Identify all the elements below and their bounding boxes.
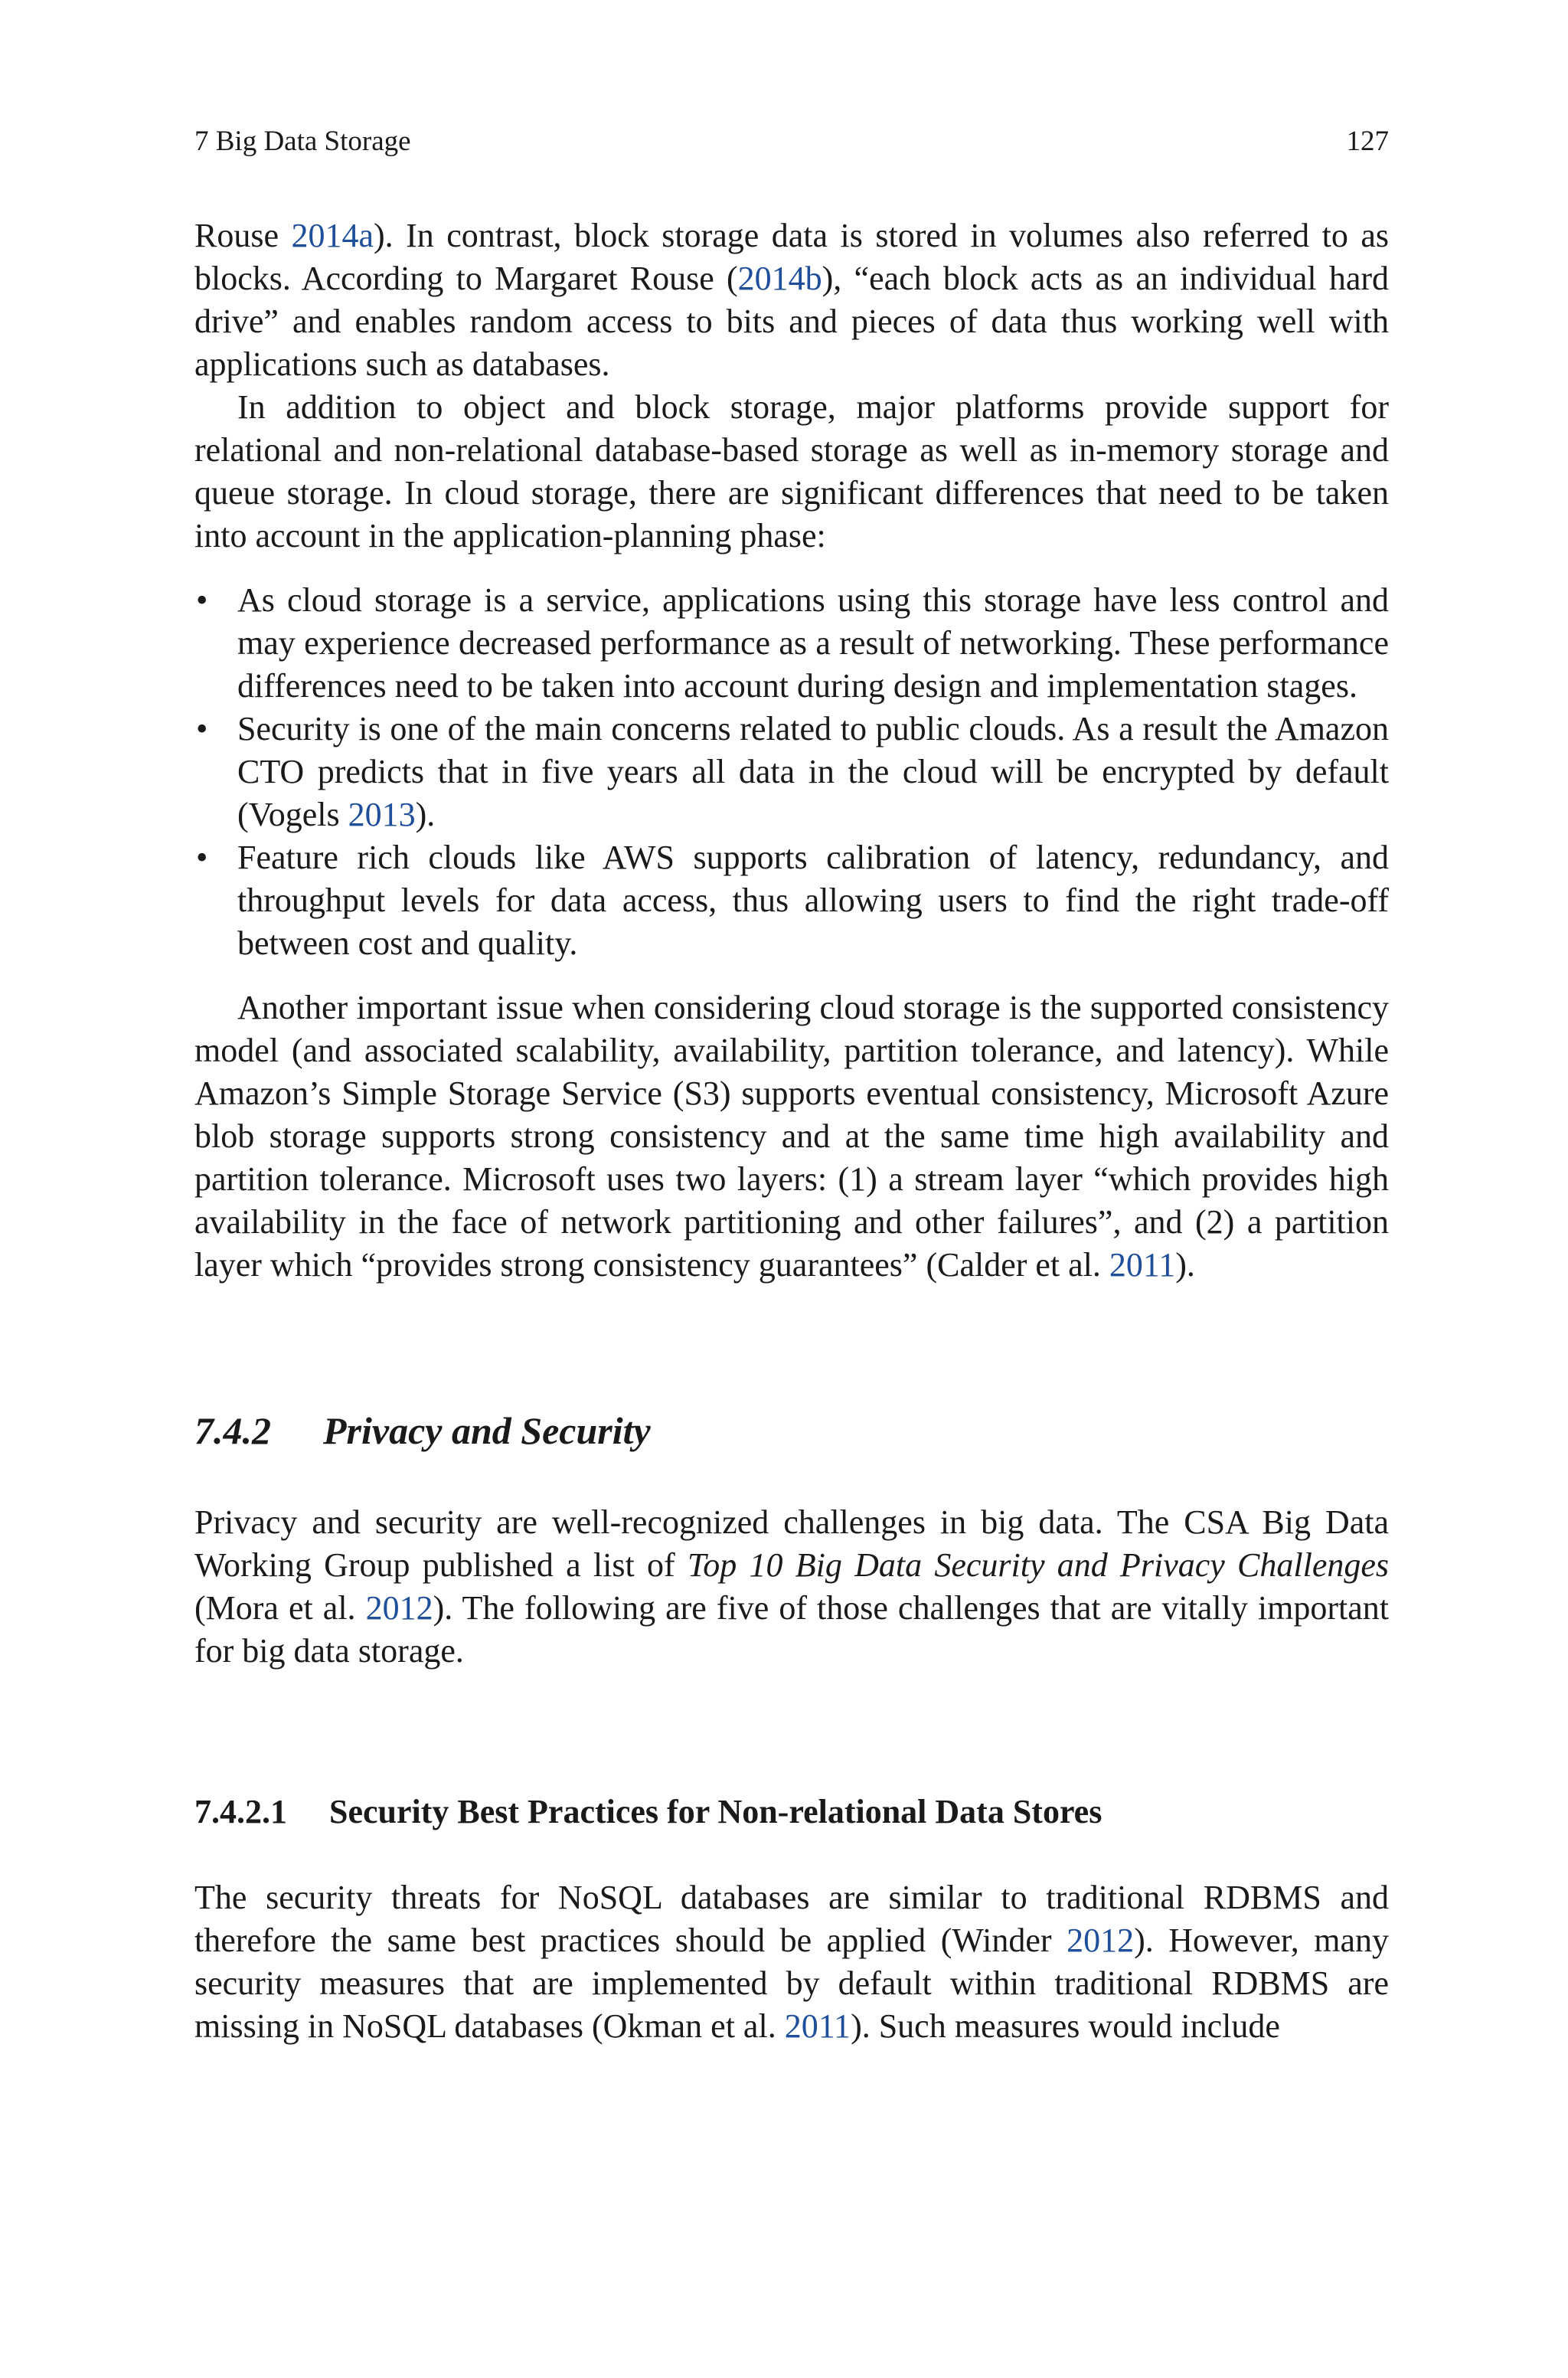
text-run: ). (415, 796, 436, 833)
text-run: Rouse (194, 217, 292, 254)
paragraph-5 (194, 1876, 1389, 2048)
section-heading (194, 1406, 1389, 1455)
text-run: Another important issue when considering cloud storage is the supported consistency model (and associated scalability, availability, partition tolerance, and latency). While Amazon’s Simple Storage Service (S3) supports eventual consistency, Microsoft Azure blob storage supports strong consistency and at the same time high availability and partition tolerance. Microsoft uses two layers: (1) a stream layer “which provides high availability in the face of network partitioning and other failures”, and (2) a partition layer which “provides strong consistency guarantees” (Calder et al. (194, 989, 1389, 1284)
text-run: Privacy and security are well-recognized challenges in big data. The CSA Big Data Working Group published a list of (194, 1503, 1389, 1584)
text-run: The security threats for NoSQL databases are similar to traditional RDBMS and therefore the same best practices should be applied (Winder (194, 1879, 1389, 1959)
italic-title: Top 10 Big Data Security and Privacy Challenges (687, 1546, 1390, 1584)
citation-link[interactable]: 2012 (1067, 1922, 1135, 1959)
citation-link[interactable]: 2013 (348, 796, 416, 833)
text-run: ). The following are five of those challenges that are vitally important for big data storage. (194, 1589, 1389, 1670)
citation-link[interactable]: 2014a (291, 217, 374, 254)
text-run: ). However, many security measures that are implemented by default within traditional RDBMS are missing in NoSQL databases (Okman et al. (194, 1922, 1390, 2045)
bullet-item: • Feature rich clouds like AWS supports calibration of latency, redundancy, and throughput levels for data access, thus allowing users to find the right trade-off between cost and quality. (194, 836, 1389, 965)
subsection-title: Security Best Practices for Non-relational Data Stores (329, 1793, 1102, 1830)
running-head (194, 123, 1389, 161)
citation-link[interactable]: 2014b (737, 260, 822, 297)
text-run: (Mora et al. (194, 1589, 366, 1627)
paragraph-4 (194, 1501, 1389, 1673)
text-run: Security is one of the main concerns related to public clouds. As a result the Amazon CTO predicts that in five years all data in the cloud will be encrypted by default (Vogels (237, 710, 1389, 833)
text-run: ). Such measures would include (851, 2007, 1280, 2045)
paragraph-1 (194, 214, 1389, 386)
paragraph-3 (194, 986, 1389, 1287)
bullet-item (194, 708, 1389, 836)
section-title: Privacy and Security (323, 1409, 651, 1452)
citation-link[interactable]: 2011 (784, 2007, 851, 2045)
bullet-item: • As cloud storage is a service, applications using this storage have less control and may experience decreased performance as a result of networking. These performance differences need to be taken into account during design and implementation stages. (194, 579, 1389, 708)
section-number: 7.4.2 (194, 1409, 271, 1452)
subsection-heading (194, 1791, 1389, 1833)
text-run: ). In contrast, block storage data is stored in volumes also referred to as blocks. According to Margaret Rouse ( (194, 217, 1390, 297)
body-text (194, 214, 1389, 2048)
subsection-number: 7.4.2.1 (194, 1793, 287, 1830)
bullet-list (194, 579, 1389, 965)
text-run: ), “each block acts as an individual hard drive” and enables random access to bits and pieces of data thus working well with applications such as databases. (194, 260, 1389, 383)
citation-link[interactable]: 2012 (365, 1589, 433, 1627)
paragraph-2: In addition to object and block storage, major platforms provide support for relational and non-relational database-based storage as well as in-memory storage and queue storage. In cloud storage, there are significant differences that need to be taken into account in the application-planning phase: (194, 388, 1389, 554)
chapter-title: 7 Big Data Storage (194, 126, 411, 157)
page-number: 127 (1346, 126, 1389, 157)
text-run: ). (1175, 1246, 1195, 1284)
citation-link[interactable]: 2011 (1109, 1246, 1176, 1284)
